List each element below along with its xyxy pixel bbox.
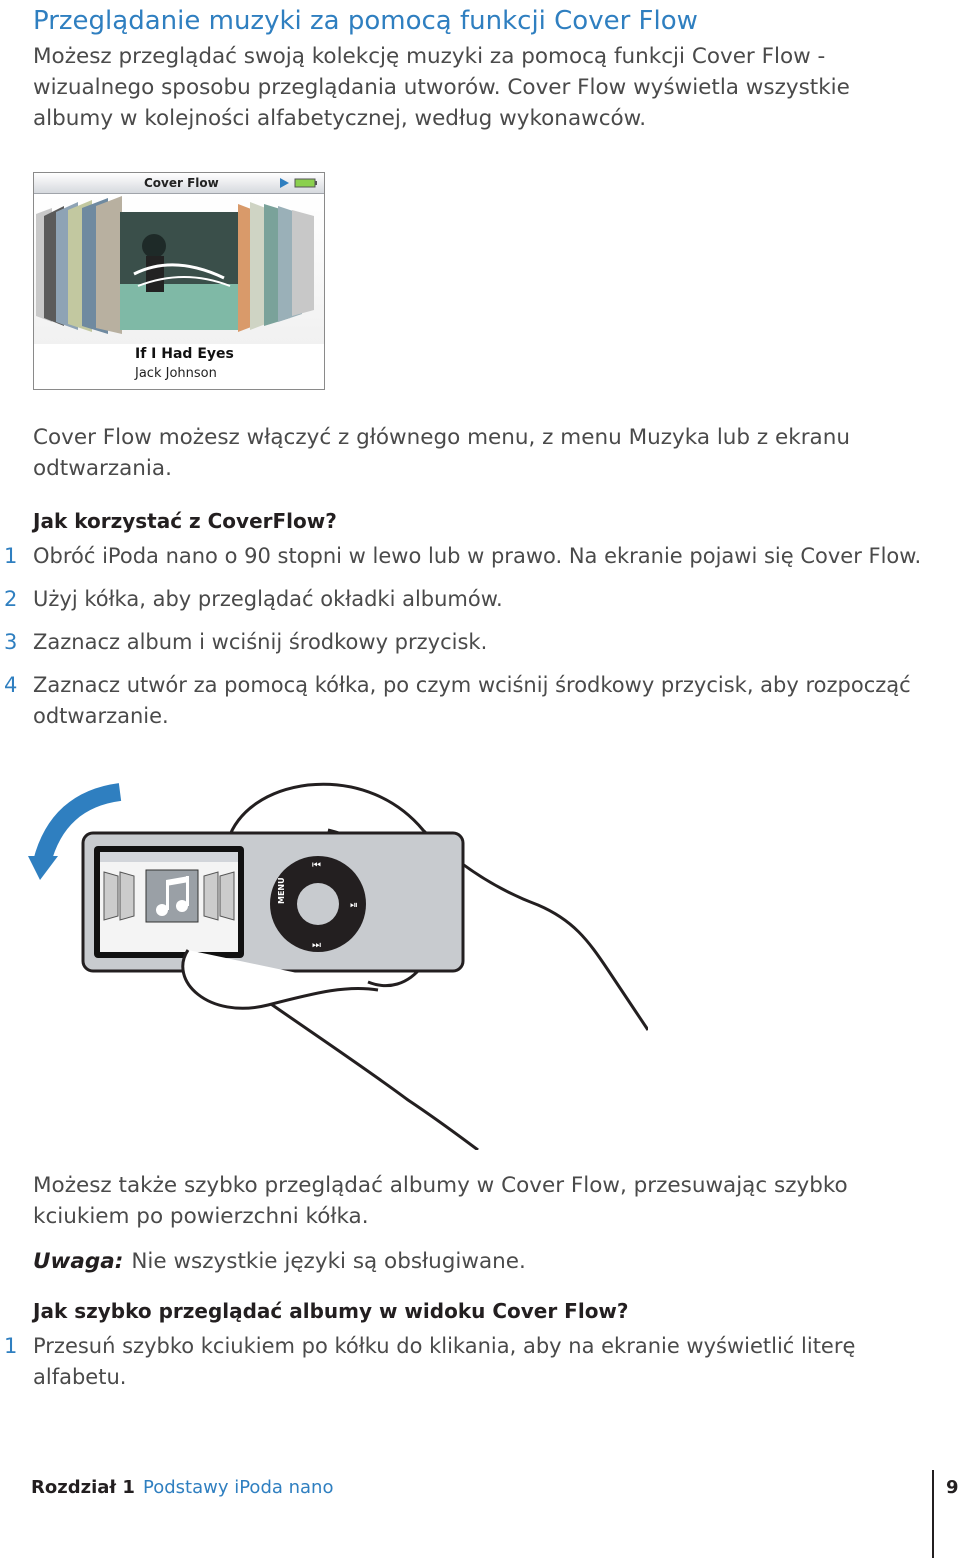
page-number: 9 <box>946 1477 959 1498</box>
screen-title: Cover Flow <box>144 176 219 190</box>
section1-title: Jak korzystać z CoverFlow? <box>33 509 337 533</box>
album-covers <box>34 194 324 344</box>
ipod-rotation-illustration <box>28 770 648 1150</box>
play-battery-icons <box>280 177 320 189</box>
screen-title-bar <box>34 173 324 194</box>
step-text: Zaznacz utwór za pomocą kółka, po czym wciśnij środkowy przycisk, aby rozpocząć odtwarzanie. <box>33 673 911 728</box>
artist-name: Jack Johnson <box>135 366 217 381</box>
step-4 <box>4 670 933 732</box>
song-title: If I Had Eyes <box>135 346 234 362</box>
step-number: 4 <box>4 673 18 697</box>
flick-paragraph: Możesz także szybko przeglądać albumy w Cover Flow, przesuwając szybko kciukiem po powierzchni kółka. <box>33 1173 848 1229</box>
step-text: Zaznacz album i wciśnij środkowy przycisk. <box>33 630 488 654</box>
step-text: Obróć iPoda nano o 90 stopni w lewo lub w prawo. Na ekranie pojawi się Cover Flow. <box>33 544 922 568</box>
step-number: 1 <box>4 544 18 568</box>
step-number: 2 <box>4 587 18 611</box>
section2-title: Jak szybko przeglądać albumy w widoku Cover Flow? <box>33 1299 629 1323</box>
enable-paragraph: Cover Flow możesz włączyć z głównego menu, z menu Muzyka lub z ekranu odtwarzania. <box>33 425 850 481</box>
step-2 <box>4 584 933 615</box>
footer-chapter-title: Podstawy iPoda nano <box>143 1477 334 1498</box>
step-3 <box>4 627 933 658</box>
note <box>33 1246 933 1277</box>
center-button <box>297 883 339 925</box>
step-number: 3 <box>4 630 18 654</box>
note-text: Nie wszystkie języki są obsługiwane. <box>131 1249 526 1274</box>
step-number: 1 <box>4 1334 18 1358</box>
cover-flow-screenshot <box>33 172 325 390</box>
play-pause-icon: ⏯ <box>350 900 358 911</box>
menu-label: MENU <box>277 877 286 904</box>
click-wheel <box>270 856 366 952</box>
previous-icon: ⏮ <box>312 860 321 871</box>
step-1 <box>4 541 933 572</box>
footer-divider <box>932 1470 934 1558</box>
footer-chapter: Rozdział 1 <box>31 1477 135 1498</box>
page-heading: Przeglądanie muzyki za pomocą funkcji Cover Flow <box>33 6 698 36</box>
note-label: Uwaga: <box>33 1249 124 1274</box>
intro-paragraph: Możesz przeglądać swoją kolekcję muzyki za pomocą funkcji Cover Flow - wizualnego sposobu przeglądania utworów. Cover Flow wyświetla wszystkie albumy w kolejności alfabetycznej, według wykonawców. <box>33 44 850 131</box>
next-icon: ⏭ <box>312 940 321 951</box>
section2-step-1 <box>4 1331 953 1393</box>
step-text: Przesuń szybko kciukiem po kółku do klikania, aby na ekranie wyświetlić literę alfabetu. <box>33 1334 856 1389</box>
step-text: Użyj kółka, aby przeglądać okładki albumów. <box>33 587 503 611</box>
